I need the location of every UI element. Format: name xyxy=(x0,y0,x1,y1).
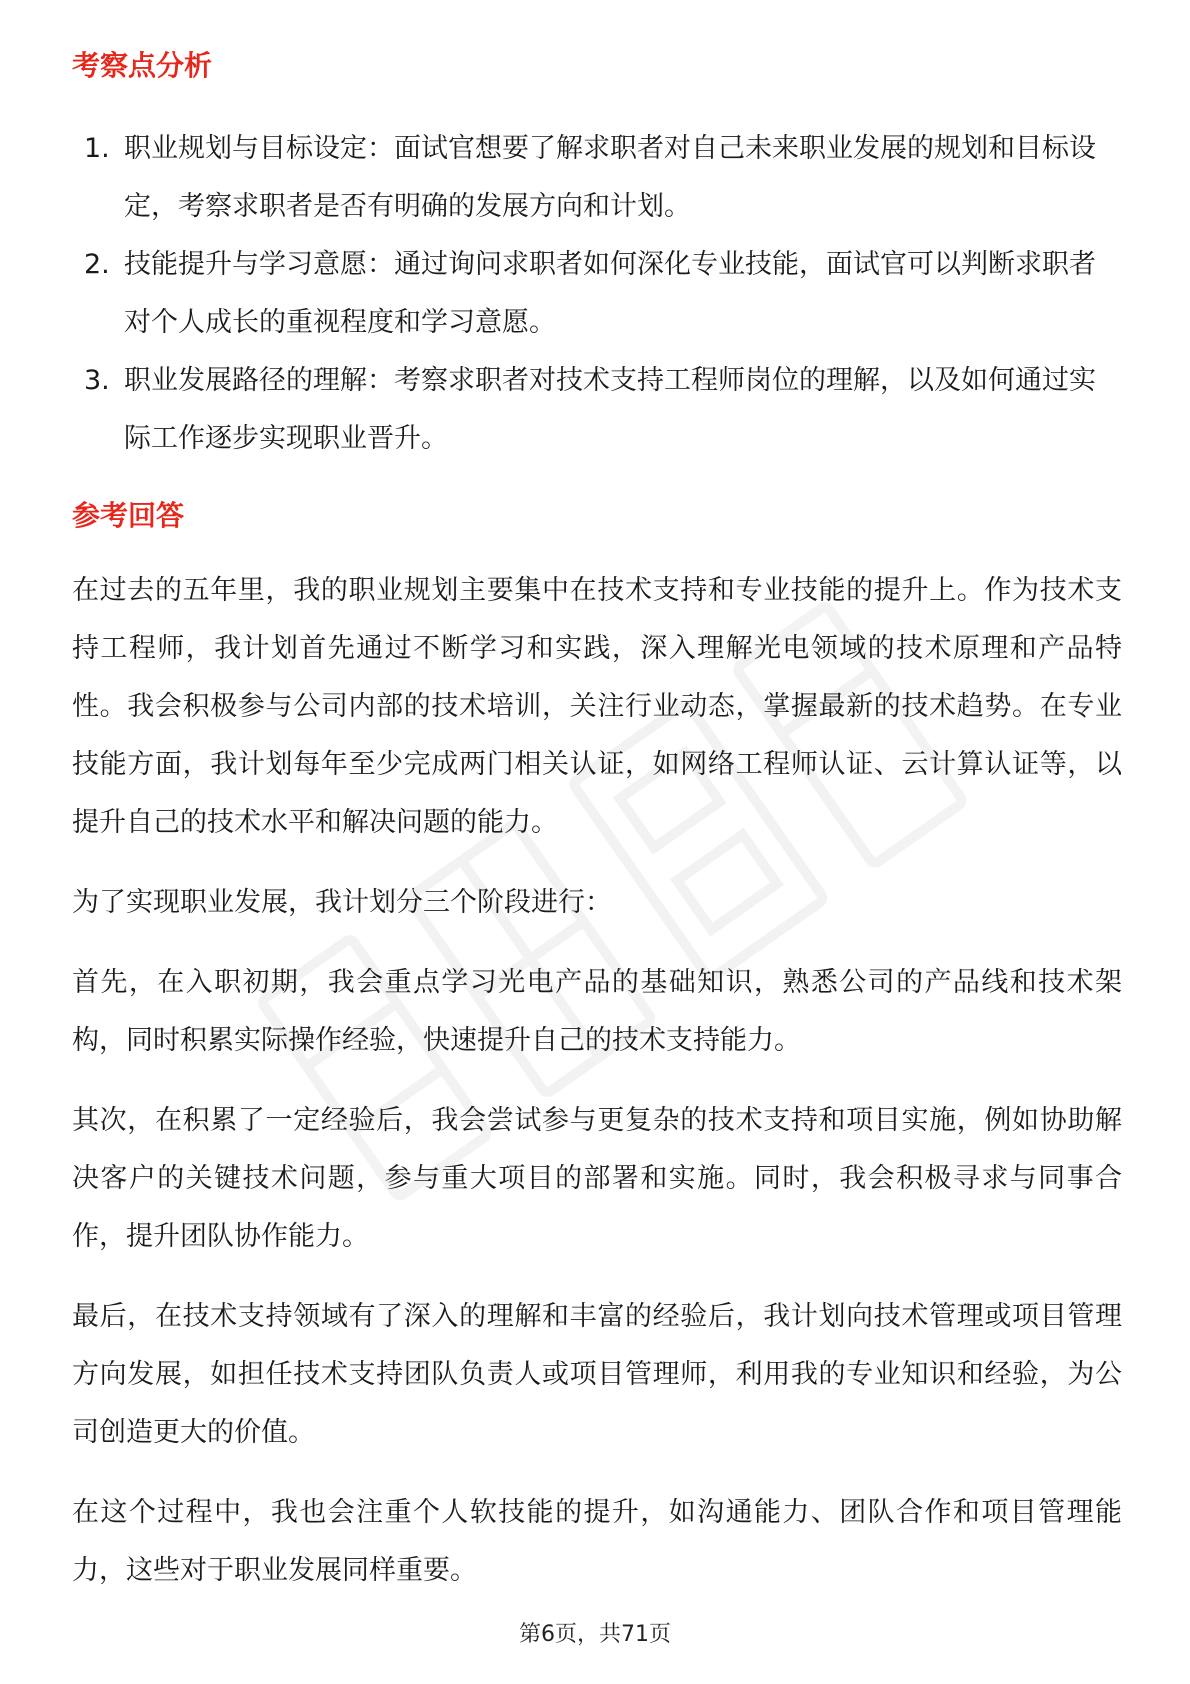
answer-paragraph: 为了实现职业发展，我计划分三个阶段进行： xyxy=(72,887,612,918)
list-item xyxy=(72,120,1122,236)
list-item-text: 技能提升与学习意愿：通过询问求职者如何深化专业技能，面试官可以判断求职者对个人成长的重视程度和学习意愿。 xyxy=(124,249,1096,338)
analysis-list xyxy=(72,120,1122,468)
answer-heading: 参考回答 xyxy=(72,499,185,532)
answer-paragraph: 其次，在积累了一定经验后，我会尝试参与更复杂的技术支持和项目实施，例如协助解决客户的关键技术问题，参与重大项目的部署和实施。同时，我会积极寻求与同事合作，提升团队协作能力。 xyxy=(72,1105,1122,1252)
analysis-heading: 考察点分析 xyxy=(72,49,213,82)
answer-paragraph: 在这个过程中，我也会注重个人软技能的提升，如沟通能力、团队合作和项目管理能力，这些对于职业发展同样重要。 xyxy=(72,1497,1122,1586)
answer-paragraph: 在过去的五年里，我的职业规划主要集中在技术支持和专业技能的提升上。作为技术支持工程师，我计划首先通过不断学习和实践，深入理解光电领域的技术原理和产品特性。我会积极参与公司内部的技术培训，关注行业动态，掌握最新的技术趋势。在专业技能方面，我计划每年至少完成两门相关认证，如网络工程师认证、云计算认证等，以提升自己的技术水平和解决问题的能力。 xyxy=(72,575,1122,838)
answer-paragraph: 首先，在入职初期，我会重点学习光电产品的基础知识，熟悉公司的产品线和技术架构，同时积累实际操作经验，快速提升自己的技术支持能力。 xyxy=(72,967,1122,1056)
list-item-number: 3. xyxy=(84,365,110,396)
list-item-text: 职业发展路径的理解：考察求职者对技术支持工程师岗位的理解，以及如何通过实际工作逐步实现职业晋升。 xyxy=(124,365,1096,454)
list-item-text: 职业规划与目标设定：面试官想要了解求职者对自己未来职业发展的规划和目标设定，考察求职者是否有明确的发展方向和计划。 xyxy=(124,133,1096,222)
answer-paragraph: 最后，在技术支持领域有了深入的理解和丰富的经验后，我计划向技术管理或项目管理方向发展，如担任技术支持团队负责人或项目管理师，利用我的专业知识和经验，为公司创造更大的价值。 xyxy=(72,1301,1122,1448)
list-item-number: 2. xyxy=(84,249,110,280)
content-area xyxy=(72,46,1122,1600)
page-number: 第6页，共71页 xyxy=(519,1622,671,1647)
list-item xyxy=(72,352,1122,468)
list-item xyxy=(72,236,1122,352)
list-item-number: 1. xyxy=(84,133,110,164)
